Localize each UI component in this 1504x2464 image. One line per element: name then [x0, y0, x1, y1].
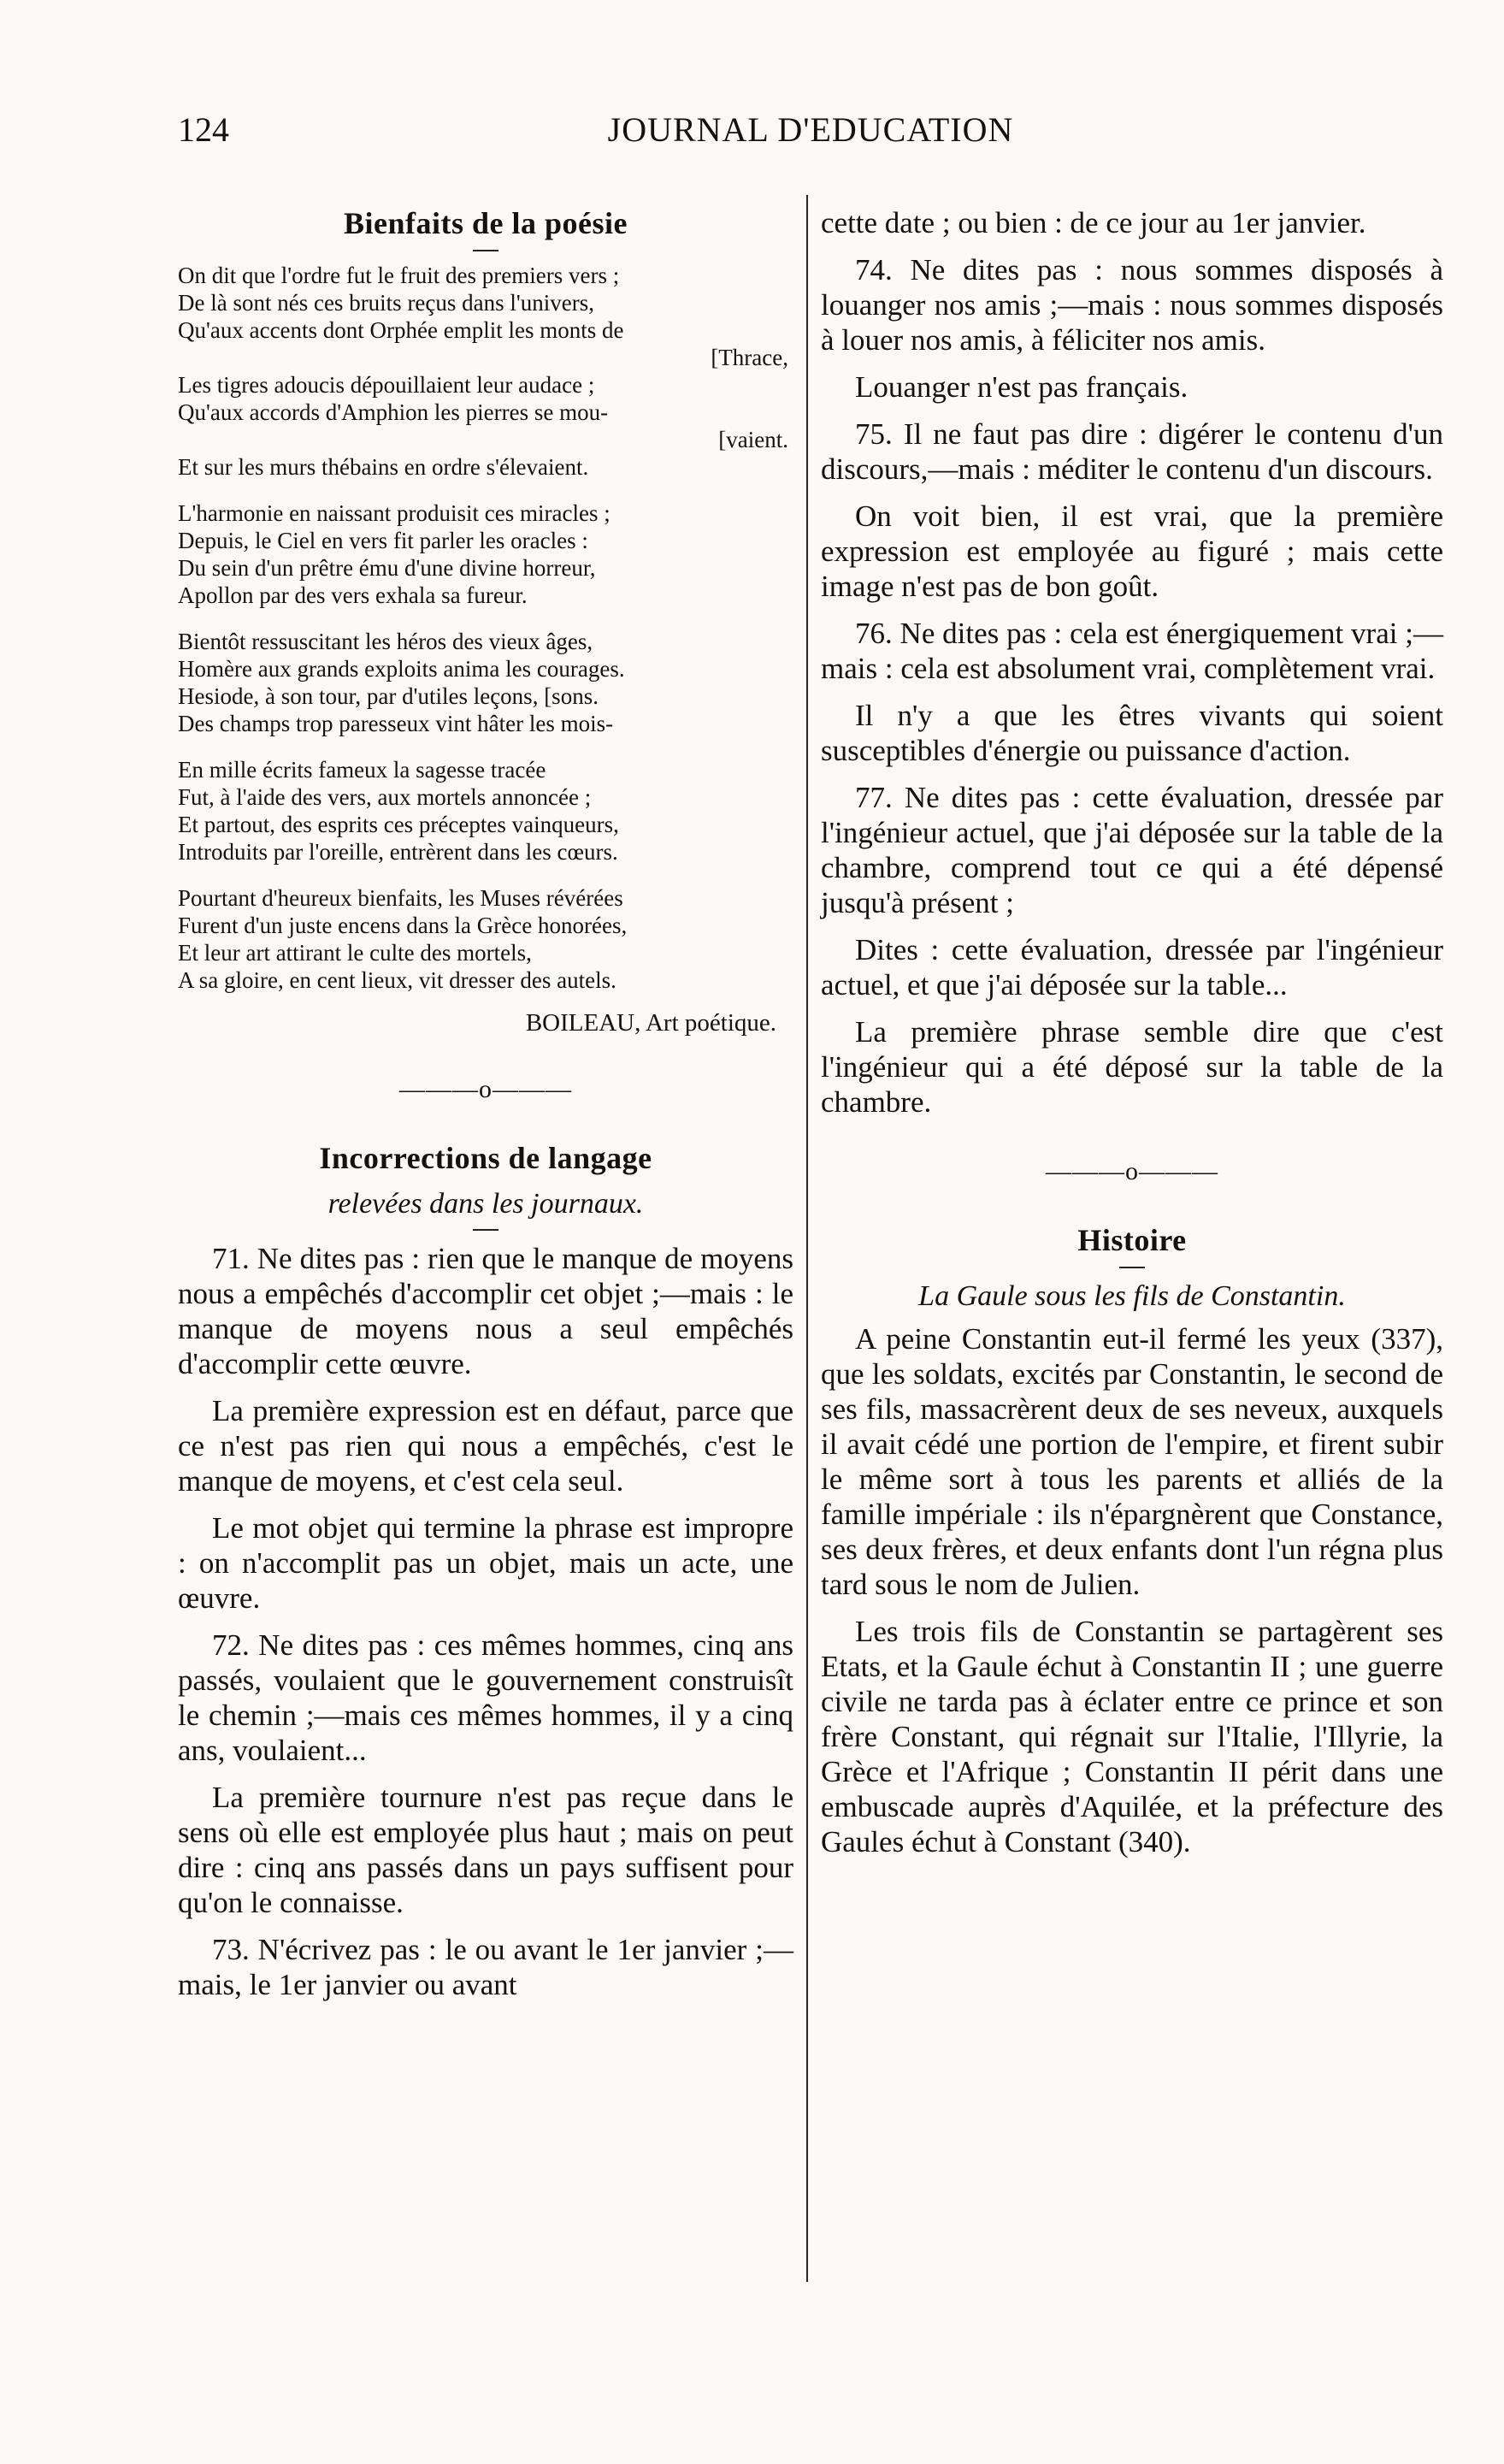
stanza: [178, 628, 793, 737]
paragraph: cette date ; ou bien : de ce jour au 1er janvier.: [821, 206, 1366, 239]
verse-line: [vaient.: [718, 427, 788, 452]
page-number: 124: [178, 110, 229, 149]
paragraph: 75. Il ne faut pas dire : digérer le contenu d'un discours,—mais : méditer le contenu d'un discours.: [821, 417, 1443, 486]
poem-title: Bienfaits de la poésie: [344, 206, 628, 240]
verse-line: A sa gloire, en cent lieux, vit dresser des autels.: [178, 967, 616, 993]
verse-line: Apollon par des vers exhala sa fureur.: [178, 582, 528, 608]
verse-line: Fut, à l'aide des vers, aux mortels annoncée ;: [178, 784, 592, 810]
verse-line: Homère aux grands exploits anima les courages.: [178, 656, 625, 682]
verse-line: Hesiode, à son tour, par d'utiles leçons, [sons.: [178, 683, 599, 709]
verse-line: Furent d'un juste encens dans la Grèce honorées,: [178, 913, 628, 938]
title-dash: [1119, 1267, 1145, 1268]
stanza: [178, 756, 793, 866]
title-dash: [473, 250, 498, 251]
title-dash: [473, 1229, 498, 1231]
section-separator: ———o———: [1046, 1157, 1218, 1185]
verse-line: Introduits par l'oreille, entrèrent dans les cœurs.: [178, 839, 618, 865]
page-header: [178, 109, 1443, 161]
verse-line: Qu'aux accents dont Orphée emplit les monts de: [178, 317, 624, 343]
paragraph: 74. Ne dites pas : nous sommes disposés à louanger nos amis ;—mais : nous sommes disposés à louer nos amis, à féliciter nos amis.: [821, 253, 1443, 357]
paragraph: La première phrase semble dire que c'est l'ingénieur qui a été déposé sur la table de la chambre.: [821, 1015, 1443, 1119]
verse-line: De là sont nés ces bruits reçus dans l'univers,: [178, 290, 595, 316]
verse-line: Bientôt ressuscitant les héros des vieux âges,: [178, 629, 593, 654]
paragraph: La première expression est en défaut, parce que ce n'est pas rien qui nous a empêchés, c'est le manque de moyens, et c'est cela seul.: [178, 1394, 793, 1498]
verse-line: Qu'aux accords d'Amphion les pierres se mou-: [178, 399, 609, 425]
paragraph: 77. Ne dites pas : cette évaluation, dressée par l'ingénieur actuel, que j'ai déposée sur la table de la chambre, comprend tout ce qui a été dépensé jusqu'à présent ;: [821, 781, 1443, 919]
left-column: [178, 205, 793, 2014]
verse-line: Les tigres adoucis dépouillaient leur audace ;: [178, 372, 595, 398]
stanza: [178, 262, 793, 481]
journal-title: JOURNAL D'EDUCATION: [607, 110, 1014, 149]
verse-line: Et partout, des esprits ces préceptes vainqueurs,: [178, 812, 619, 837]
paragraph: Dites : cette évaluation, dressée par l'ingénieur actuel, et que j'ai déposée sur la table...: [821, 933, 1443, 1002]
paragraph: A peine Constantin eut-il fermé les yeux (337), que les soldats, excités par Constantin, le second de ses fils, massacrèrent deux de ses neveux, auxquels il avait cédé une portion de l'empire, et firent subir le même sort à tous les parents et alliés de la famille impériale : ils n'épargnèrent que Constance, ses deux frères, et deux enfants dont l'un régna plus tard sous le nom de Julien.: [821, 1322, 1443, 1601]
stanza: [178, 499, 793, 609]
column-divider: [806, 195, 808, 2282]
verse-line: Et leur art attirant le culte des mortels,: [178, 940, 532, 966]
paragraph: Les trois fils de Constantin se partagèrent ses Etats, et la Gaule échut à Constantin II ; une guerre civile ne tarda pas à éclater entre ce prince et son frère Constant, qui régnait sur l'Italie, l'Illyrie, la Grèce et l'Afrique ; Constantin II périt dans une embuscade auprès d'Aquilée, et la préfecture des Gaules échut à Constant (340).: [821, 1615, 1443, 1858]
section-subtitle: relevées dans les journaux.: [327, 1188, 644, 1220]
verse-line: Depuis, le Ciel en vers fit parler les oracles :: [178, 528, 588, 553]
verse-line: L'harmonie en naissant produisit ces miracles ;: [178, 500, 610, 526]
poem-attribution: BOILEAU, Art poétique.: [525, 1009, 776, 1037]
section-title: Incorrections de langage: [319, 1141, 652, 1175]
paragraph: 71. Ne dites pas : rien que le manque de moyens nous a empêchés d'accomplir cet objet ;—mais : le manque de moyens nous a seul empêchés d'accomplir cette œuvre.: [178, 1242, 793, 1380]
paragraph: 76. Ne dites pas : cela est énergiquement vrai ;—mais : cela est absolument vrai, complètement vrai.: [821, 617, 1443, 685]
paragraph: On voit bien, il est vrai, que la première expression est employée au figuré ; mais cette image n'est pas de bon goût.: [821, 499, 1443, 603]
section-subtitle: La Gaule sous les fils de Constantin.: [918, 1280, 1346, 1312]
verse-line: Des champs trop paresseux vint hâter les mois-: [178, 711, 614, 736]
paragraph: Le mot objet qui termine la phrase est impropre : on n'accomplit pas un objet, mais un acte, une œuvre.: [178, 1511, 793, 1615]
right-column: [821, 205, 1443, 1871]
verse-line: Du sein d'un prêtre ému d'une divine horreur,: [178, 555, 596, 581]
paragraph: 72. Ne dites pas : ces mêmes hommes, cinq ans passés, voulaient que le gouvernement construisît le chemin ;—mais ces mêmes hommes, il y a cinq ans, voulaient...: [178, 1628, 793, 1767]
paragraph: 73. N'écrivez pas : le ou avant le 1er janvier ;—mais, le 1er janvier ou avant: [178, 1933, 793, 2001]
section-title: Histoire: [1077, 1223, 1187, 1257]
paragraph: Louanger n'est pas français.: [855, 370, 1188, 404]
stanza: [178, 884, 793, 994]
verse-line: On dit que l'ordre fut le fruit des premiers vers ;: [178, 263, 620, 288]
paragraph: La première tournure n'est pas reçue dans le sens où elle est employée plus haut ; mais on peut dire : cinq ans passés dans un pays suffisent pour qu'on le connaisse.: [178, 1781, 793, 1919]
verse-line: Pourtant d'heureux bienfaits, les Muses révérées: [178, 885, 623, 911]
verse-line: Et sur les murs thébains en ordre s'élevaient.: [178, 454, 589, 480]
verse-line: En mille écrits fameux la sagesse tracée: [178, 757, 546, 783]
verse-line: [Thrace,: [711, 345, 788, 370]
paragraph: Il n'y a que les êtres vivants qui soient susceptibles d'énergie ou puissance d'action.: [821, 699, 1443, 767]
section-separator: ———o———: [399, 1075, 572, 1103]
